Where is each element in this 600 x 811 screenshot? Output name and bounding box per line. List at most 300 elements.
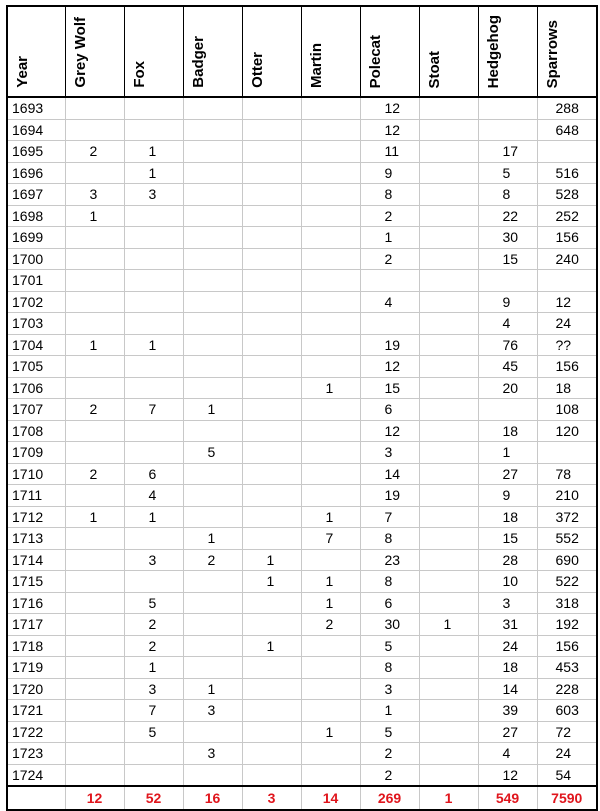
value-cell: 15	[478, 248, 537, 270]
value-cell: 18	[537, 377, 597, 399]
value-cell: 1	[301, 506, 360, 528]
value-cell: 108	[537, 399, 597, 421]
value-cell	[65, 571, 124, 593]
value-cell	[65, 442, 124, 464]
value-cell	[419, 442, 478, 464]
value-cell	[419, 743, 478, 765]
value-cell: 12	[360, 356, 419, 378]
table-row	[7, 334, 597, 356]
value-cell	[419, 399, 478, 421]
value-cell	[183, 141, 242, 163]
value-cell	[301, 442, 360, 464]
value-cell	[360, 313, 419, 335]
value-cell	[301, 334, 360, 356]
value-cell: 453	[537, 657, 597, 679]
column-header-label: Polecat	[366, 34, 384, 88]
value-cell	[124, 571, 183, 593]
value-cell	[301, 356, 360, 378]
year-cell: 1712	[7, 506, 65, 528]
table-row	[7, 463, 597, 485]
column-header-label: Fox	[130, 61, 148, 88]
value-cell: 156	[537, 227, 597, 249]
value-cell	[124, 248, 183, 270]
value-cell	[124, 270, 183, 292]
value-cell	[183, 614, 242, 636]
value-cell	[242, 356, 301, 378]
value-cell	[242, 420, 301, 442]
table-row	[7, 97, 597, 119]
value-cell	[242, 119, 301, 141]
value-cell	[65, 635, 124, 657]
year-cell: 1699	[7, 227, 65, 249]
value-cell	[242, 764, 301, 786]
value-cell: 1	[124, 657, 183, 679]
value-cell: 39	[478, 700, 537, 722]
value-cell	[242, 270, 301, 292]
value-cell	[301, 162, 360, 184]
value-cell	[242, 614, 301, 636]
value-cell	[301, 119, 360, 141]
value-cell	[242, 743, 301, 765]
year-cell: 1719	[7, 657, 65, 679]
value-cell	[242, 592, 301, 614]
value-cell	[183, 97, 242, 119]
value-cell: 1	[124, 506, 183, 528]
year-cell: 1701	[7, 270, 65, 292]
total-cell: 12	[65, 786, 124, 810]
value-cell: 2	[360, 248, 419, 270]
table-row	[7, 571, 597, 593]
year-cell: 1704	[7, 334, 65, 356]
value-cell	[124, 377, 183, 399]
value-cell	[183, 270, 242, 292]
value-cell	[419, 141, 478, 163]
value-cell: 27	[478, 721, 537, 743]
value-cell	[65, 227, 124, 249]
value-cell: 5	[478, 162, 537, 184]
value-cell	[301, 248, 360, 270]
value-cell	[65, 721, 124, 743]
data-table	[6, 5, 598, 811]
value-cell: 8	[478, 184, 537, 206]
column-header-label: Martin	[307, 43, 325, 88]
value-cell: 5	[360, 635, 419, 657]
table-row	[7, 270, 597, 292]
total-cell: 1	[419, 786, 478, 810]
value-cell	[537, 270, 597, 292]
value-cell	[65, 657, 124, 679]
value-cell: 9	[478, 485, 537, 507]
column-header-label: Otter	[248, 52, 266, 88]
value-cell	[419, 528, 478, 550]
column-header-label: Grey Wolf	[71, 17, 89, 88]
value-cell	[242, 162, 301, 184]
value-cell	[242, 700, 301, 722]
value-cell	[65, 592, 124, 614]
value-cell	[301, 141, 360, 163]
value-cell: 7	[124, 399, 183, 421]
value-cell	[301, 313, 360, 335]
column-header-1	[65, 6, 124, 97]
value-cell: 3	[124, 184, 183, 206]
column-header-8	[478, 6, 537, 97]
table-row	[7, 700, 597, 722]
value-cell: 1	[301, 377, 360, 399]
value-cell	[419, 700, 478, 722]
value-cell	[183, 592, 242, 614]
column-header-2	[124, 6, 183, 97]
value-cell	[124, 291, 183, 313]
value-cell: 4	[478, 313, 537, 335]
value-cell: 192	[537, 614, 597, 636]
value-cell	[183, 291, 242, 313]
year-cell: 1707	[7, 399, 65, 421]
value-cell: 156	[537, 356, 597, 378]
value-cell	[301, 420, 360, 442]
value-cell: 120	[537, 420, 597, 442]
value-cell: 24	[537, 313, 597, 335]
value-cell	[242, 442, 301, 464]
value-cell: 2	[360, 205, 419, 227]
value-cell	[242, 334, 301, 356]
value-cell: 1	[183, 399, 242, 421]
value-cell: 2	[301, 614, 360, 636]
table-row	[7, 227, 597, 249]
value-cell: 3	[360, 442, 419, 464]
year-cell: 1715	[7, 571, 65, 593]
value-cell	[242, 377, 301, 399]
total-cell: 3	[242, 786, 301, 810]
table-row	[7, 657, 597, 679]
column-header-label: Sparrows	[543, 19, 561, 88]
value-cell	[242, 291, 301, 313]
value-cell: 18	[478, 420, 537, 442]
value-cell	[419, 485, 478, 507]
value-cell: 6	[360, 399, 419, 421]
value-cell	[242, 97, 301, 119]
value-cell	[242, 313, 301, 335]
value-cell	[242, 205, 301, 227]
value-cell: 27	[478, 463, 537, 485]
value-cell	[301, 764, 360, 786]
value-cell	[419, 334, 478, 356]
value-cell: 17	[478, 141, 537, 163]
value-cell	[124, 743, 183, 765]
year-cell: 1721	[7, 700, 65, 722]
table-row	[7, 184, 597, 206]
value-cell	[419, 678, 478, 700]
value-cell	[301, 678, 360, 700]
value-cell: 2	[360, 764, 419, 786]
column-header-9	[537, 6, 597, 97]
value-cell: 1	[183, 528, 242, 550]
value-cell: 3	[124, 678, 183, 700]
year-cell: 1714	[7, 549, 65, 571]
column-header-6	[360, 6, 419, 97]
value-cell: 372	[537, 506, 597, 528]
value-cell	[419, 592, 478, 614]
table-row	[7, 442, 597, 464]
value-cell	[65, 356, 124, 378]
value-cell: 14	[478, 678, 537, 700]
table-row	[7, 743, 597, 765]
value-cell	[419, 356, 478, 378]
value-cell	[242, 721, 301, 743]
value-cell: 1	[124, 141, 183, 163]
value-cell	[65, 528, 124, 550]
value-cell: 12	[478, 764, 537, 786]
table-row	[7, 506, 597, 528]
value-cell: 12	[360, 97, 419, 119]
value-cell	[301, 291, 360, 313]
value-cell: 30	[478, 227, 537, 249]
value-cell	[124, 764, 183, 786]
value-cell: 2	[124, 614, 183, 636]
value-cell: 1	[360, 700, 419, 722]
value-cell: 516	[537, 162, 597, 184]
value-cell	[419, 764, 478, 786]
year-cell: 1711	[7, 485, 65, 507]
value-cell	[124, 313, 183, 335]
year-cell: 1698	[7, 205, 65, 227]
value-cell: 252	[537, 205, 597, 227]
value-cell	[360, 270, 419, 292]
value-cell	[65, 97, 124, 119]
table-row	[7, 635, 597, 657]
table-row	[7, 721, 597, 743]
table-row	[7, 614, 597, 636]
value-cell	[183, 356, 242, 378]
value-cell	[124, 420, 183, 442]
value-cell	[242, 184, 301, 206]
value-cell	[124, 205, 183, 227]
value-cell	[419, 657, 478, 679]
value-cell	[301, 463, 360, 485]
year-cell: 1713	[7, 528, 65, 550]
year-cell: 1724	[7, 764, 65, 786]
value-cell	[419, 420, 478, 442]
value-cell	[183, 313, 242, 335]
value-cell	[419, 205, 478, 227]
value-cell	[419, 119, 478, 141]
value-cell: 15	[478, 528, 537, 550]
total-cell	[7, 786, 65, 810]
table-row	[7, 678, 597, 700]
value-cell	[478, 399, 537, 421]
value-cell: 528	[537, 184, 597, 206]
value-cell	[301, 700, 360, 722]
year-cell: 1700	[7, 248, 65, 270]
year-cell: 1722	[7, 721, 65, 743]
column-header-4	[242, 6, 301, 97]
value-cell	[419, 377, 478, 399]
value-cell	[419, 184, 478, 206]
value-cell	[301, 227, 360, 249]
table-row	[7, 764, 597, 786]
value-cell	[301, 399, 360, 421]
value-cell	[183, 377, 242, 399]
value-cell: 1	[242, 549, 301, 571]
value-cell	[478, 97, 537, 119]
value-cell: 15	[360, 377, 419, 399]
year-cell: 1720	[7, 678, 65, 700]
value-cell: 1	[65, 334, 124, 356]
value-cell: 3	[183, 743, 242, 765]
value-cell: 14	[360, 463, 419, 485]
value-cell	[419, 506, 478, 528]
year-cell: 1710	[7, 463, 65, 485]
value-cell: 288	[537, 97, 597, 119]
value-cell: 6	[360, 592, 419, 614]
value-cell	[183, 184, 242, 206]
year-cell: 1693	[7, 97, 65, 119]
value-cell: 156	[537, 635, 597, 657]
year-cell: 1695	[7, 141, 65, 163]
value-cell: 24	[478, 635, 537, 657]
value-cell	[242, 678, 301, 700]
value-cell: 22	[478, 205, 537, 227]
value-cell: 3	[183, 700, 242, 722]
value-cell	[183, 571, 242, 593]
value-cell: 1	[65, 506, 124, 528]
value-cell: 1	[301, 571, 360, 593]
value-cell	[124, 97, 183, 119]
total-cell: 269	[360, 786, 419, 810]
value-cell	[419, 721, 478, 743]
value-cell: 603	[537, 700, 597, 722]
value-cell	[419, 270, 478, 292]
value-cell	[183, 420, 242, 442]
value-cell	[419, 313, 478, 335]
value-cell	[183, 764, 242, 786]
value-cell: 552	[537, 528, 597, 550]
value-cell	[478, 270, 537, 292]
value-cell: 1	[360, 227, 419, 249]
value-cell	[124, 528, 183, 550]
value-cell	[124, 227, 183, 249]
value-cell: 18	[478, 506, 537, 528]
year-cell: 1718	[7, 635, 65, 657]
value-cell	[301, 270, 360, 292]
value-cell: 1	[419, 614, 478, 636]
value-cell	[301, 743, 360, 765]
value-cell: 8	[360, 571, 419, 593]
value-cell	[65, 313, 124, 335]
value-cell	[242, 141, 301, 163]
value-cell: 54	[537, 764, 597, 786]
value-cell: 3	[360, 678, 419, 700]
column-header-7	[419, 6, 478, 97]
value-cell: 3	[65, 184, 124, 206]
value-cell	[65, 743, 124, 765]
value-cell: 7	[124, 700, 183, 722]
value-cell	[537, 141, 597, 163]
value-cell	[301, 549, 360, 571]
value-cell	[242, 463, 301, 485]
value-cell: 8	[360, 184, 419, 206]
value-cell: 228	[537, 678, 597, 700]
value-cell	[301, 97, 360, 119]
value-cell: 5	[124, 721, 183, 743]
value-cell	[183, 506, 242, 528]
table-row	[7, 356, 597, 378]
value-cell	[183, 485, 242, 507]
year-cell: 1697	[7, 184, 65, 206]
year-cell: 1716	[7, 592, 65, 614]
value-cell: 30	[360, 614, 419, 636]
column-header-5	[301, 6, 360, 97]
value-cell: 6	[124, 463, 183, 485]
value-cell	[419, 97, 478, 119]
value-cell: 522	[537, 571, 597, 593]
value-cell	[242, 485, 301, 507]
year-cell: 1709	[7, 442, 65, 464]
value-cell	[242, 248, 301, 270]
table-row	[7, 377, 597, 399]
value-cell: 1	[242, 635, 301, 657]
value-cell	[419, 162, 478, 184]
value-cell: 318	[537, 592, 597, 614]
table-row	[7, 399, 597, 421]
value-cell	[301, 485, 360, 507]
value-cell: 2	[65, 463, 124, 485]
table-body	[7, 97, 597, 786]
table-row	[7, 592, 597, 614]
value-cell: 2	[65, 141, 124, 163]
header-row	[7, 6, 597, 97]
value-cell	[183, 334, 242, 356]
column-header-label: Badger	[189, 36, 207, 88]
value-cell: 11	[360, 141, 419, 163]
value-cell: 5	[360, 721, 419, 743]
value-cell	[124, 356, 183, 378]
value-cell: 1	[301, 721, 360, 743]
value-cell	[419, 291, 478, 313]
value-cell	[65, 764, 124, 786]
value-cell: 4	[360, 291, 419, 313]
column-header-label: Year	[14, 56, 31, 88]
value-cell: 19	[360, 334, 419, 356]
value-cell	[242, 506, 301, 528]
total-cell: 549	[478, 786, 537, 810]
total-cell: 7590	[537, 786, 597, 810]
value-cell: 2	[183, 549, 242, 571]
table-row	[7, 313, 597, 335]
value-cell	[478, 119, 537, 141]
year-cell: 1694	[7, 119, 65, 141]
table-row	[7, 205, 597, 227]
value-cell: 24	[537, 743, 597, 765]
value-cell	[242, 528, 301, 550]
value-cell: 8	[360, 657, 419, 679]
value-cell	[183, 119, 242, 141]
value-cell: 7	[360, 506, 419, 528]
value-cell: 1	[65, 205, 124, 227]
value-cell	[65, 485, 124, 507]
value-cell: 19	[360, 485, 419, 507]
value-cell: 1	[124, 162, 183, 184]
value-cell	[242, 657, 301, 679]
value-cell	[419, 635, 478, 657]
value-cell: 690	[537, 549, 597, 571]
table-row	[7, 485, 597, 507]
value-cell	[65, 162, 124, 184]
value-cell: ??	[537, 334, 597, 356]
value-cell	[301, 205, 360, 227]
value-cell	[242, 399, 301, 421]
table-row	[7, 119, 597, 141]
table-row	[7, 549, 597, 571]
